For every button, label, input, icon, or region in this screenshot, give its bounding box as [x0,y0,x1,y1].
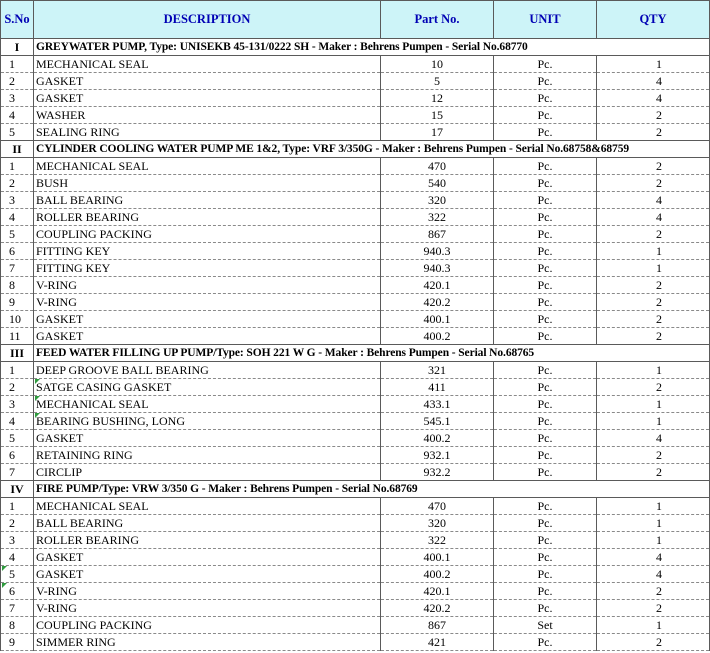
item-qty-cell[interactable]: 1 [597,532,710,549]
item-sno-cell[interactable]: 7 [1,260,34,277]
item-description-cell[interactable]: COUPLING PACKING [34,226,381,243]
item-qty-cell[interactable]: 1 [597,498,710,515]
item-qty-cell[interactable]: 2 [597,311,710,328]
item-sno-cell[interactable]: 6 [1,447,34,464]
item-part-no-cell[interactable]: 420.1 [381,583,494,600]
item-unit-cell[interactable]: Set [494,617,597,634]
item-description-cell[interactable]: RETAINING RING [34,447,381,464]
item-qty-cell[interactable]: 4 [597,90,710,107]
item-part-no-cell[interactable]: 321 [381,362,494,379]
item-description-cell[interactable]: GASKET [34,328,381,345]
item-qty-cell[interactable]: 4 [597,209,710,226]
item-qty-cell[interactable]: 1 [597,243,710,260]
table-row [1,56,710,73]
item-description-cell[interactable]: BUSH [34,175,381,192]
item-sno-cell[interactable]: 1 [1,498,34,515]
item-unit-cell[interactable]: Pc. [494,447,597,464]
item-sno-cell[interactable]: 9 [1,634,34,651]
item-unit-cell[interactable]: Pc. [494,430,597,447]
item-part-no-cell[interactable]: 5 [381,73,494,90]
item-part-no-cell[interactable]: 470 [381,158,494,175]
table-row [1,260,710,277]
item-sno-cell[interactable]: 7 [1,600,34,617]
item-sno-cell[interactable]: 10 [1,311,34,328]
item-unit-cell[interactable]: Pc. [494,192,597,209]
item-sno-cell[interactable]: 2 [1,73,34,90]
table-row [1,515,710,532]
table-row [1,583,710,600]
item-qty-cell[interactable]: 2 [597,634,710,651]
table-row [1,498,710,515]
item-sno-cell[interactable]: 1 [1,362,34,379]
table-row [1,277,710,294]
item-sno-cell[interactable]: 5 [1,124,34,141]
section-row [1,481,710,498]
item-part-no-cell[interactable]: 421 [381,634,494,651]
section-number[interactable]: III [1,345,34,362]
item-qty-cell[interactable]: 4 [597,549,710,566]
table-row [1,226,710,243]
item-part-no-cell[interactable]: 940.3 [381,243,494,260]
item-description-cell[interactable]: GASKET [34,549,381,566]
item-qty-cell[interactable]: 4 [597,566,710,583]
item-description-cell[interactable]: MECHANICAL SEAL [34,158,381,175]
table-row [1,447,710,464]
item-part-no-cell[interactable]: 400.1 [381,311,494,328]
item-description-cell[interactable]: GASKET [34,430,381,447]
item-unit-cell[interactable]: Pc. [494,379,597,396]
error-indicator-icon [2,583,7,588]
item-part-no-cell[interactable]: 400.2 [381,328,494,345]
item-description-cell[interactable]: DEEP GROOVE BALL BEARING [34,362,381,379]
table-row [1,396,710,413]
table-row [1,90,710,107]
item-description-cell[interactable]: GASKET [34,73,381,90]
item-unit-cell[interactable]: Pc. [494,549,597,566]
item-sno-cell[interactable]: 9 [1,294,34,311]
item-part-no-cell[interactable]: 932.2 [381,464,494,481]
item-description-cell[interactable]: WASHER [34,107,381,124]
table-row [1,532,710,549]
table-row [1,192,710,209]
item-description-cell[interactable]: CIRCLIP [34,464,381,481]
item-qty-cell[interactable]: 4 [597,73,710,90]
header-row [1,1,710,39]
section-row [1,141,710,158]
item-qty-cell[interactable]: 2 [597,379,710,396]
item-unit-cell[interactable]: Pc. [494,73,597,90]
table-row [1,379,710,396]
item-unit-cell[interactable]: Pc. [494,124,597,141]
item-qty-cell[interactable]: 1 [597,396,710,413]
section-title[interactable]: CYLINDER COOLING WATER PUMP ME 1&2, Type: VRF 3/350G - Maker : Behrens Pumpen - Serial No.68758&68759 [34,141,710,158]
item-part-no-cell[interactable]: 420.2 [381,600,494,617]
item-qty-cell[interactable]: 2 [597,226,710,243]
item-description-cell[interactable]: V-RING [34,583,381,600]
item-unit-cell[interactable]: Pc. [494,413,597,430]
item-part-no-cell[interactable]: 15 [381,107,494,124]
item-part-no-cell[interactable]: 540 [381,175,494,192]
item-qty-cell[interactable]: 2 [597,107,710,124]
item-description-cell[interactable]: ROLLER BEARING [34,209,381,226]
item-unit-cell[interactable]: Pc. [494,532,597,549]
error-indicator-icon [35,413,40,418]
item-unit-cell[interactable]: Pc. [494,243,597,260]
item-sno-cell[interactable]: 2 [1,175,34,192]
item-sno-cell[interactable]: 1 [1,158,34,175]
error-indicator-icon [35,379,40,384]
item-unit-cell[interactable]: Pc. [494,515,597,532]
table-row [1,124,710,141]
header-part-no[interactable]: Part No. [381,1,494,39]
table-row [1,464,710,481]
item-description-cell[interactable]: V-RING [34,600,381,617]
item-qty-cell[interactable]: 2 [597,600,710,617]
item-part-no-cell[interactable]: 322 [381,532,494,549]
item-description-cell[interactable]: MECHANICAL SEAL [34,396,381,413]
header-qty[interactable]: QTY [597,1,710,39]
item-unit-cell[interactable]: Pc. [494,600,597,617]
table-row [1,634,710,651]
header-sno[interactable]: S.No [1,1,34,39]
item-qty-cell[interactable]: 1 [597,515,710,532]
table-row [1,107,710,124]
item-description-cell[interactable]: SEALING RING [34,124,381,141]
item-description-cell[interactable]: GASKET [34,90,381,107]
table-row [1,294,710,311]
item-sno-cell[interactable]: 1 [1,56,34,73]
item-unit-cell[interactable]: Pc. [494,294,597,311]
item-part-no-cell[interactable]: 545.1 [381,413,494,430]
section-title[interactable]: FIRE PUMP/Type: VRW 3/350 G - Maker : Behrens Pumpen - Serial No.68769 [34,481,710,498]
table-row [1,617,710,634]
item-description-cell[interactable]: ROLLER BEARING [34,532,381,549]
item-sno-cell[interactable]: 3 [1,532,34,549]
item-unit-cell[interactable]: Pc. [494,107,597,124]
item-unit-cell[interactable]: Pc. [494,396,597,413]
item-description-cell[interactable]: BALL BEARING [34,515,381,532]
item-qty-cell[interactable]: 2 [597,583,710,600]
item-sno-cell[interactable]: 4 [1,209,34,226]
item-qty-cell[interactable]: 1 [597,56,710,73]
item-qty-cell[interactable]: 2 [597,464,710,481]
section-row [1,39,710,56]
item-unit-cell[interactable]: Pc. [494,158,597,175]
section-number[interactable]: IV [1,481,34,498]
table-row [1,600,710,617]
table-row [1,175,710,192]
item-part-no-cell[interactable]: 867 [381,617,494,634]
item-part-no-cell[interactable]: 400.2 [381,566,494,583]
item-qty-cell[interactable]: 1 [597,260,710,277]
item-part-no-cell[interactable]: 12 [381,90,494,107]
table-row [1,311,710,328]
item-sno-cell[interactable]: 5 [1,430,34,447]
section-number[interactable]: I [1,39,34,56]
item-sno-cell[interactable]: 4 [1,413,34,430]
table-row [1,362,710,379]
item-sno-cell[interactable]: 3 [1,396,34,413]
item-unit-cell[interactable]: Pc. [494,583,597,600]
item-unit-cell[interactable]: Pc. [494,260,597,277]
item-description-cell[interactable]: SIMMER RING [34,634,381,651]
item-part-no-cell[interactable]: 320 [381,192,494,209]
table-row [1,158,710,175]
item-description-cell[interactable]: V-RING [34,294,381,311]
item-qty-cell[interactable]: 1 [597,413,710,430]
item-qty-cell[interactable]: 1 [597,617,710,634]
item-qty-cell[interactable]: 2 [597,124,710,141]
item-part-no-cell[interactable]: 17 [381,124,494,141]
item-part-no-cell[interactable]: 470 [381,498,494,515]
item-sno-cell[interactable]: 4 [1,549,34,566]
item-unit-cell[interactable]: Pc. [494,311,597,328]
header-unit[interactable]: UNIT [494,1,597,39]
item-qty-cell[interactable]: 4 [597,430,710,447]
item-sno-cell[interactable]: 5 [1,226,34,243]
table-header [1,1,710,39]
item-description-cell[interactable]: COUPLING PACKING [34,617,381,634]
item-sno-cell[interactable]: 6 [1,583,34,600]
item-sno-cell[interactable]: 8 [1,617,34,634]
item-unit-cell[interactable]: Pc. [494,90,597,107]
item-description-cell[interactable]: V-RING [34,277,381,294]
item-sno-cell[interactable]: 3 [1,192,34,209]
table-body [1,39,710,651]
item-unit-cell[interactable]: Pc. [494,498,597,515]
item-sno-cell[interactable]: 2 [1,379,34,396]
item-part-no-cell[interactable]: 433.1 [381,396,494,413]
table-row [1,243,710,260]
table-row [1,430,710,447]
item-unit-cell[interactable]: Pc. [494,226,597,243]
item-description-cell[interactable]: SATGE CASING GASKET [34,379,381,396]
item-unit-cell[interactable]: Pc. [494,277,597,294]
item-sno-cell[interactable]: 6 [1,243,34,260]
item-qty-cell[interactable]: 2 [597,175,710,192]
item-part-no-cell[interactable]: 940.3 [381,260,494,277]
section-row [1,345,710,362]
table-row [1,209,710,226]
item-part-no-cell[interactable]: 411 [381,379,494,396]
item-part-no-cell[interactable]: 420.2 [381,294,494,311]
item-description-cell[interactable]: GASKET [34,311,381,328]
item-part-no-cell[interactable]: 400.1 [381,549,494,566]
section-title[interactable]: GREYWATER PUMP, Type: UNISEKB 45-131/0222 SH - Maker : Behrens Pumpen - Serial No.68770 [34,39,710,56]
item-part-no-cell[interactable]: 932.1 [381,447,494,464]
item-description-cell[interactable]: GASKET [34,566,381,583]
item-unit-cell[interactable]: Pc. [494,209,597,226]
item-unit-cell[interactable]: Pc. [494,175,597,192]
item-qty-cell[interactable]: 2 [597,294,710,311]
item-qty-cell[interactable]: 4 [597,192,710,209]
item-part-no-cell[interactable]: 10 [381,56,494,73]
item-qty-cell[interactable]: 2 [597,328,710,345]
item-sno-cell[interactable]: 11 [1,328,34,345]
error-indicator-icon [35,396,40,401]
item-part-no-cell[interactable]: 322 [381,209,494,226]
table-row [1,328,710,345]
item-description-cell[interactable]: MECHANICAL SEAL [34,498,381,515]
item-unit-cell[interactable]: Pc. [494,634,597,651]
item-description-cell[interactable]: FITTING KEY [34,260,381,277]
table-row [1,566,710,583]
header-description[interactable]: DESCRIPTION [34,1,381,39]
item-sno-cell[interactable]: 2 [1,515,34,532]
item-qty-cell[interactable]: 2 [597,277,710,294]
item-part-no-cell[interactable]: 867 [381,226,494,243]
error-indicator-icon [2,566,7,571]
item-qty-cell[interactable]: 2 [597,158,710,175]
section-title[interactable]: FEED WATER FILLING UP PUMP/Type: SOH 221 W G - Maker : Behrens Pumpen - Serial No.68765 [34,345,710,362]
item-description-cell[interactable]: FITTING KEY [34,243,381,260]
table-row [1,73,710,90]
item-unit-cell[interactable]: Pc. [494,328,597,345]
table-row [1,549,710,566]
item-description-cell[interactable]: MECHANICAL SEAL [34,56,381,73]
item-unit-cell[interactable]: Pc. [494,464,597,481]
item-part-no-cell[interactable]: 400.2 [381,430,494,447]
item-qty-cell[interactable]: 1 [597,362,710,379]
item-unit-cell[interactable]: Pc. [494,362,597,379]
item-part-no-cell[interactable]: 420.1 [381,277,494,294]
item-sno-cell[interactable]: 7 [1,464,34,481]
item-sno-cell[interactable]: 3 [1,90,34,107]
item-sno-cell[interactable]: 4 [1,107,34,124]
table-row [1,413,710,430]
item-part-no-cell[interactable]: 320 [381,515,494,532]
item-unit-cell[interactable]: Pc. [494,56,597,73]
section-number[interactable]: II [1,141,34,158]
item-description-cell[interactable]: BEARING BUSHING, LONG [34,413,381,430]
item-sno-cell[interactable]: 8 [1,277,34,294]
item-qty-cell[interactable]: 2 [597,447,710,464]
item-sno-cell[interactable]: 5 [1,566,34,583]
item-unit-cell[interactable]: Pc. [494,566,597,583]
item-description-cell[interactable]: BALL BEARING [34,192,381,209]
